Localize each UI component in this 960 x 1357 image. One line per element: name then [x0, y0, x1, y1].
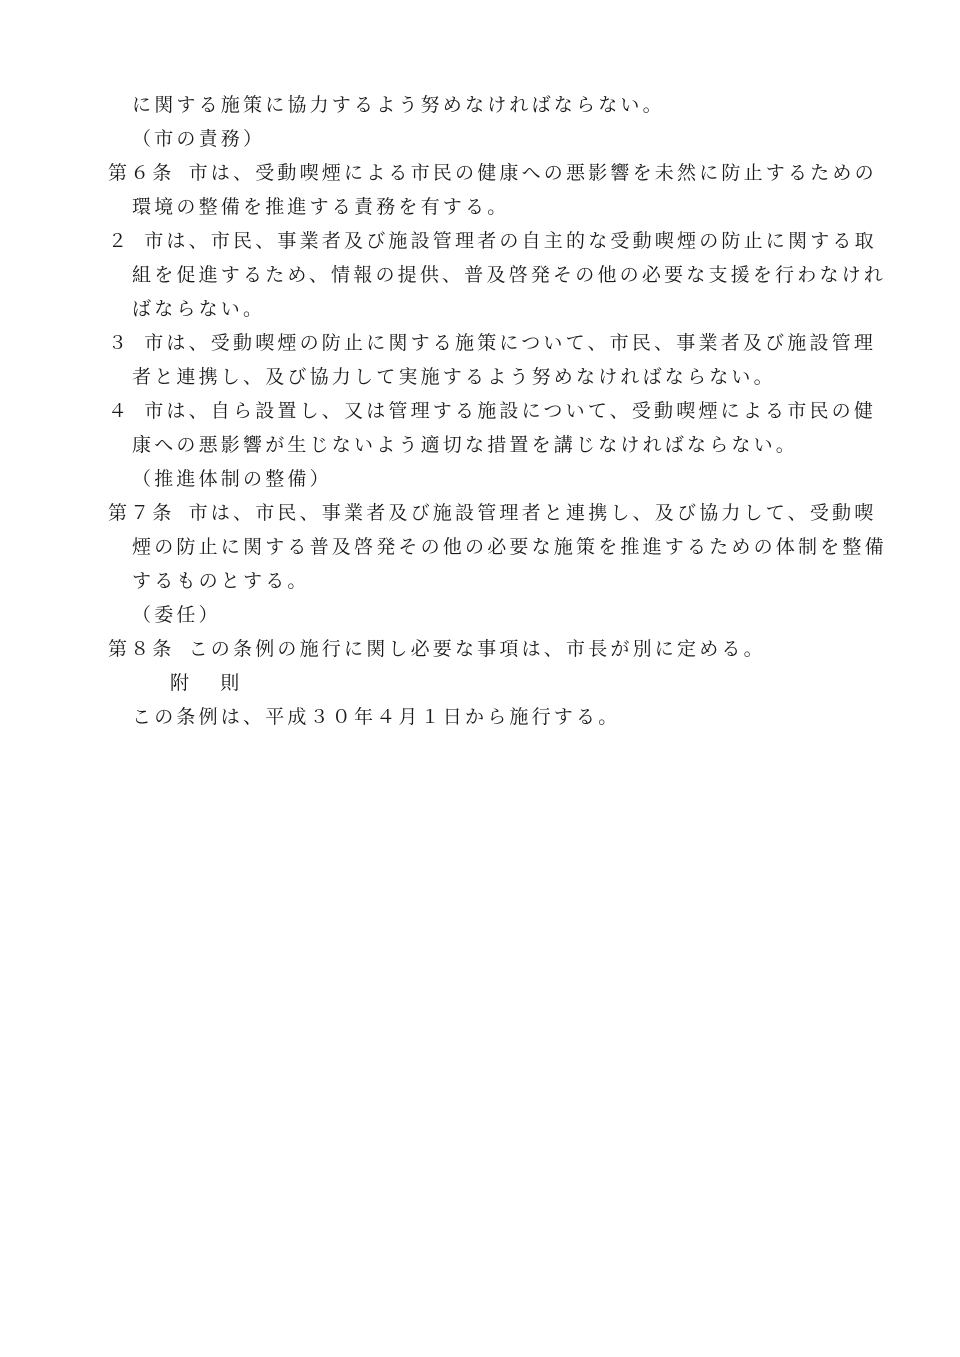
paragraph-4-text-cont: 康への悪影響が生じないよう適切な措置を講じなければならない。	[132, 434, 799, 456]
article-8-line	[108, 632, 860, 666]
paragraph-3-number: ３	[108, 332, 131, 354]
article-6-number: 第６条	[108, 162, 175, 184]
article-6-text-cont: 環境の整備を推進する責務を有する。	[132, 196, 510, 218]
paragraph-3-text-cont: 者と連携し、及び協力して実施するよう努めなければならない。	[132, 366, 776, 388]
paragraph-4-text: 市は、自ら設置し、又は管理する施設について、受動喫煙による市民の健	[144, 400, 877, 422]
supplementary-text: この条例は、平成３０年４月１日から施行する。	[132, 706, 621, 728]
article-8-text: この条例の施行に関し必要な事項は、市長が別に定める。	[188, 638, 766, 660]
paragraph-2-text-cont: ばならない。	[132, 298, 266, 320]
article-8-number: 第８条	[108, 638, 175, 660]
article-7-number: 第７条	[108, 502, 175, 524]
continuation-line: に関する施策に協力するよう努めなければならない。	[132, 94, 665, 116]
article-7-text-cont: 煙の防止に関する普及啓発その他の必要な施策を推進するための体制を整備	[132, 536, 887, 558]
ordinance-text	[108, 88, 887, 734]
article-6-line	[108, 156, 877, 190]
paragraph-2-text-cont: 組を促進するため、情報の提供、普及啓発その他の必要な支援を行わなけれ	[132, 264, 887, 286]
paragraph-4-line	[108, 394, 877, 428]
supplementary-heading	[108, 666, 860, 700]
article-7-line	[108, 496, 877, 530]
article-8-caption: （委任）	[132, 604, 221, 626]
article-6-text: 市は、受動喫煙による市民の健康への悪影響を未然に防止するための	[188, 162, 877, 184]
article-7-caption: （推進体制の整備）	[132, 468, 332, 490]
paragraph-2-line	[108, 224, 877, 258]
article-6-caption: （市の責務）	[132, 128, 266, 150]
article-7-text: 市は、市民、事業者及び施設管理者と連携し、及び協力して、受動喫	[188, 502, 877, 524]
supplementary-heading-a: 附	[170, 672, 193, 694]
paragraph-3-line	[108, 326, 877, 360]
paragraph-4-number: ４	[108, 400, 131, 422]
paragraph-2-number: ２	[108, 230, 131, 252]
article-7-text-cont: するものとする。	[132, 570, 310, 592]
paragraph-2-text: 市は、市民、事業者及び施設管理者の自主的な受動喫煙の防止に関する取	[144, 230, 877, 252]
supplementary-heading-b: 則	[220, 672, 243, 694]
paragraph-3-text: 市は、受動喫煙の防止に関する施策について、市民、事業者及び施設管理	[144, 332, 877, 354]
